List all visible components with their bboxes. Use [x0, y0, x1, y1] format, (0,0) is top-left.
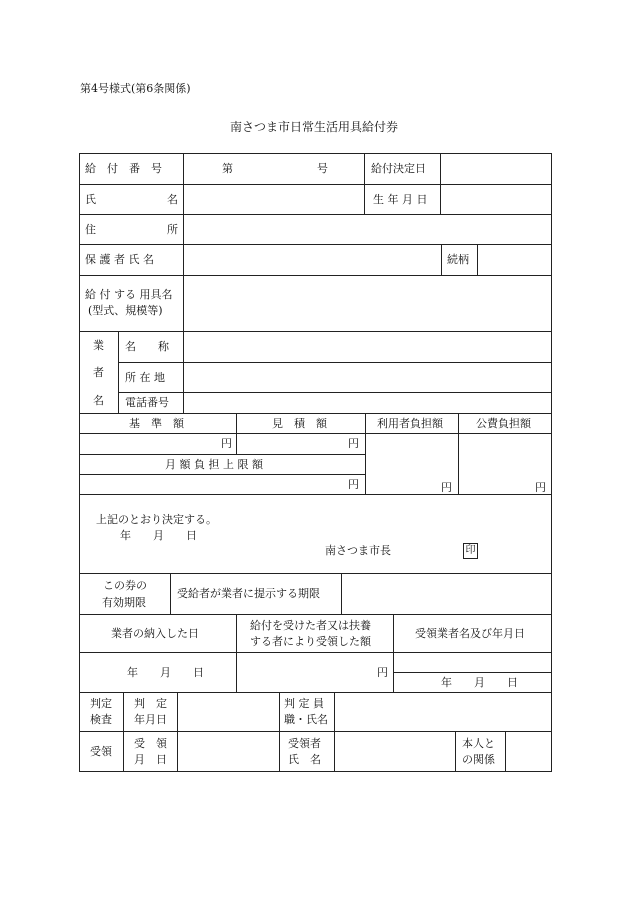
rule [236, 614, 237, 692]
go-label: 号 [317, 162, 328, 175]
ryoshu-gaku-label-2: する者により受領した額 [250, 635, 371, 648]
rule [79, 771, 552, 772]
rule [79, 614, 552, 615]
meisho-label: 名 称 [125, 340, 169, 353]
rule [177, 692, 178, 771]
ryoshu-gaku-label-1: 給付を受けた者又は扶養 [250, 619, 371, 632]
mitsumori-gaku-label: 見 積 額 [272, 417, 327, 430]
kijun-gaku-label: 基 準 額 [129, 417, 184, 430]
shoku-shimei-label: 職・氏名 [284, 713, 328, 726]
yen-kijun: 円 [221, 437, 232, 450]
rule [551, 153, 552, 771]
no-kankei-label: の関係 [462, 753, 495, 766]
shimei-label: 氏 名 [288, 753, 321, 766]
rule [118, 331, 119, 413]
dai-label: 第 [222, 162, 233, 175]
rule [79, 331, 552, 332]
kyufu-kettei-bi-label: 給付決定日 [371, 162, 426, 175]
kyufu-yogu-mei-label: 給 付 する 用具名 [85, 288, 173, 301]
seinengappi-label: 生 年 月 日 [373, 193, 428, 206]
nonyu-bi-label: 業者の納入した日 [111, 627, 199, 640]
katashiki-kibo-label: (型式、規模等) [88, 304, 163, 317]
rule [79, 184, 552, 185]
rule [236, 413, 237, 454]
hantei-label: 判定 [90, 697, 112, 710]
rule [123, 692, 124, 771]
yen-kohi: 円 [535, 481, 546, 494]
rule [393, 672, 552, 673]
juryosha-label: 受領者 [288, 737, 321, 750]
gyosha-char-1: 業 [93, 339, 104, 352]
rule [183, 153, 184, 413]
seal-mark: 印 [463, 543, 478, 559]
kensa-label: 検査 [90, 713, 112, 726]
rule [79, 692, 552, 693]
ryoshu-date: 年 月 日 [441, 676, 518, 689]
rule [79, 153, 552, 154]
yen-riyosha: 円 [441, 481, 452, 494]
rule [341, 573, 342, 614]
mayor-label: 南さつま市長 [325, 544, 391, 557]
hantei-label-2: 判 定 [134, 697, 167, 710]
decision-text: 上記のとおり決定する。 [96, 513, 217, 526]
ryoshu-gyosha-label: 受領業者名及び年月日 [415, 627, 525, 640]
denwa-bango-label: 電話番号 [125, 396, 169, 409]
gyosha-char-2: 者 [93, 366, 104, 379]
yen-mitsumori: 円 [348, 437, 359, 450]
kohi-futan-label: 公費負担額 [476, 417, 531, 430]
rule [364, 153, 365, 214]
teiji-kigen-label: 受給者が業者に提示する期限 [177, 587, 320, 600]
juryo-label: 受領 [90, 745, 112, 758]
nengappi-label: 年月日 [134, 713, 167, 726]
rule [455, 731, 456, 771]
shi-label: 氏 [85, 193, 96, 206]
getsugaku-jogen-label: 月 額 負 担 上 限 額 [165, 458, 263, 471]
zokugara-label: 続柄 [447, 253, 469, 266]
sho-label: 所 [167, 223, 178, 236]
yen-ryoshu: 円 [377, 666, 388, 679]
rule [393, 614, 394, 692]
tsukihi-label: 月 日 [134, 753, 167, 766]
hogosha-shimei-label: 保 護 者 氏 名 [85, 253, 154, 266]
rule [79, 214, 552, 215]
yen-jogen: 円 [348, 478, 359, 491]
juryo-label-2: 受 領 [134, 737, 167, 750]
riyosha-futan-label: 利用者負担額 [377, 417, 443, 430]
decision-date: 年 月 日 [120, 529, 197, 542]
rule [334, 692, 335, 771]
form-number: 第4号様式(第6条関係) [80, 82, 191, 95]
rule [79, 275, 552, 276]
rule [79, 153, 80, 771]
mei-label: 名 [167, 193, 178, 206]
validity-label-2: 有効期限 [102, 596, 146, 609]
validity-label-1: この券の [103, 579, 147, 592]
rule [79, 433, 552, 434]
honnin-to-label: 本人と [462, 737, 495, 750]
rule [79, 652, 552, 653]
rule [79, 494, 552, 495]
rule [279, 692, 280, 771]
rule [505, 731, 506, 771]
shozaichi-label: 所 在 地 [125, 371, 165, 384]
rule [365, 413, 366, 494]
gyosha-char-3: 名 [93, 394, 104, 407]
rule [79, 413, 552, 414]
rule [440, 153, 441, 214]
page-title: 南さつま市日常生活用具給付券 [230, 120, 399, 134]
rule [79, 731, 552, 732]
rule [477, 244, 478, 275]
rule [441, 244, 442, 275]
ju-label: 住 [85, 223, 96, 236]
rule [458, 413, 459, 494]
nonyu-date: 年 月 日 [127, 666, 204, 679]
rule [79, 244, 552, 245]
rule [170, 573, 171, 614]
kyufu-bango-label: 給 付 番 号 [85, 162, 162, 175]
rule [79, 573, 552, 574]
rule [79, 454, 366, 455]
hanteiin-label: 判 定 員 [284, 697, 324, 710]
rule [79, 474, 366, 475]
